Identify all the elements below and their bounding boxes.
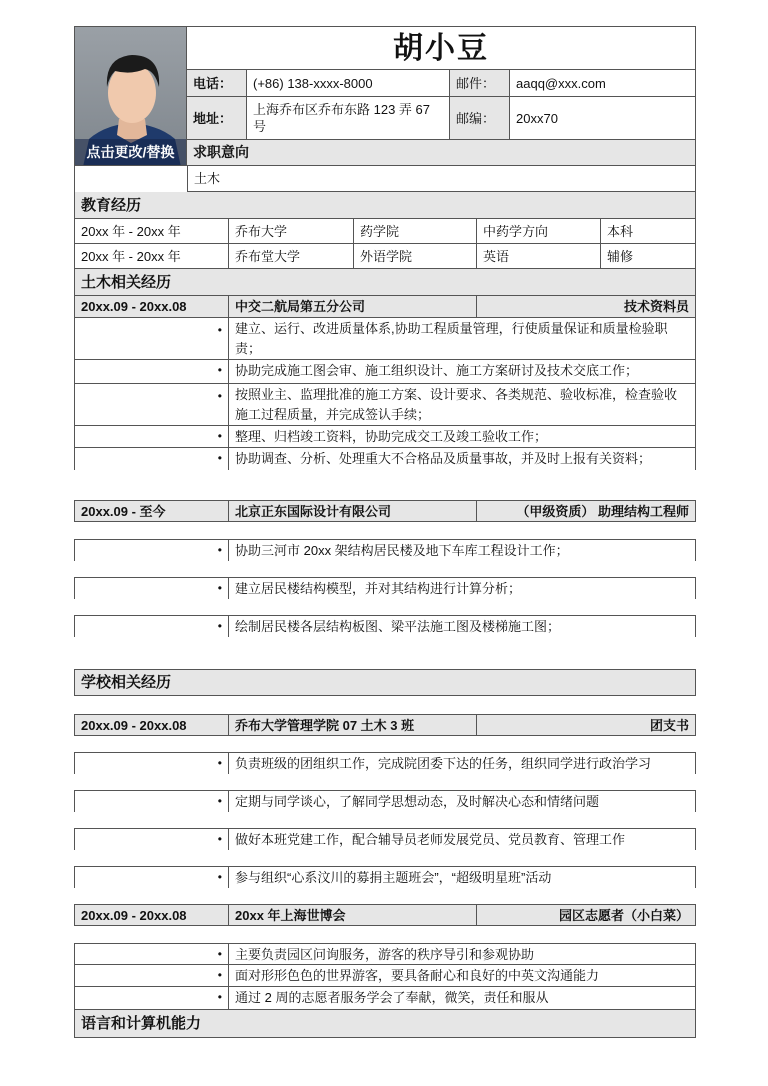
job-bullet: 做好本班党建工作，配合辅导员老师发展党员、党员教育、管理工作 xyxy=(229,828,696,850)
job-bullet: 主要负责园区问询服务，游客的秩序导引和参观协助 xyxy=(229,943,696,965)
job-company: 中交二航局第五分公司 xyxy=(229,296,477,318)
bullet-marker-cell xyxy=(74,318,229,360)
job-period: 20xx.09 - 至今 xyxy=(74,500,229,522)
bullet-glyph: • xyxy=(217,756,222,770)
job-bullet: 面对形形色色的世界游客，要具备耐心和良好的中英文沟通能力 xyxy=(229,965,696,987)
edu-period: 20xx 年 - 20xx 年 xyxy=(74,244,229,269)
bullet-glyph: • xyxy=(217,389,222,403)
edu-school: 乔布堂大学 xyxy=(229,244,354,269)
bullet-marker-cell xyxy=(74,539,229,561)
candidate-name: 胡小豆 xyxy=(187,26,696,70)
intent-value: 土木 xyxy=(187,166,696,192)
bullet-glyph: • xyxy=(217,429,222,443)
address-value: 上海乔布区乔布东路 123 弄 67 号 xyxy=(247,97,450,140)
bullet-marker-cell xyxy=(74,866,229,888)
job-company: 北京正东国际设计有限公司 xyxy=(229,500,477,522)
job-period: 20xx.09 - 20xx.08 xyxy=(74,904,229,926)
bullet-glyph: • xyxy=(217,990,222,1004)
job-bullet: 协助三河市 20xx 架结构居民楼及地下车库工程设计工作； xyxy=(229,539,696,561)
bullet-glyph: • xyxy=(217,451,222,465)
job-bullet: 参与组织“心系汶川的募捐主题班会”，“超级明星班”活动 xyxy=(229,866,696,888)
email-value: aaqq@xxx.com xyxy=(510,70,696,97)
job-bullet: 建立、运行、改进质量体系,协助工程质量管理，行使质量保证和质量检验职责； xyxy=(229,318,696,360)
job-role: 团支书 xyxy=(477,714,696,736)
job-bullet: 协助完成施工图会审、施工组织设计、施工方案研讨及技术交底工作； xyxy=(229,360,696,384)
edu-degree: 辅修 xyxy=(601,244,696,269)
edu-major: 英语 xyxy=(477,244,601,269)
bullet-marker-cell xyxy=(74,943,229,965)
zip-label: 邮编： xyxy=(450,97,510,140)
bullet-glyph: • xyxy=(217,832,222,846)
bullet-marker-cell xyxy=(74,426,229,448)
email-label: 邮件： xyxy=(450,70,510,97)
job-company: 20xx 年上海世博会 xyxy=(229,904,477,926)
job-bullet: 绘制居民楼各层结构板图、梁平法施工图及楼梯施工图； xyxy=(229,615,696,637)
school-title: 学校相关经历 xyxy=(74,669,696,696)
bullet-glyph: • xyxy=(217,968,222,982)
job-role: 园区志愿者（小白菜） xyxy=(477,904,696,926)
address-label: 地址： xyxy=(187,97,247,140)
bullet-marker-cell xyxy=(74,360,229,384)
job-bullet: 协助调查、分析、处理重大不合格品及质量事故，并及时上报有关资料； xyxy=(229,448,696,470)
bullet-glyph: • xyxy=(217,323,222,337)
job-bullet: 按照业主、监理批准的施工方案、设计要求、各类规范、验收标准，检查验收施工过程质量，并完成签认手续； xyxy=(229,384,696,426)
phone-value: (+86) 138-xxxx-8000 xyxy=(247,70,450,97)
bullet-glyph: • xyxy=(217,947,222,961)
edu-school: 乔布大学 xyxy=(229,219,354,244)
photo-spacer xyxy=(74,166,187,192)
job-bullet: 建立居民楼结构模型，并对其结构进行计算分析； xyxy=(229,577,696,599)
intent-title: 求职意向 xyxy=(187,140,696,166)
bullet-marker-cell xyxy=(74,384,229,426)
edu-college: 药学院 xyxy=(354,219,477,244)
job-period: 20xx.09 - 20xx.08 xyxy=(74,296,229,318)
bullet-marker-cell xyxy=(74,448,229,470)
edu-degree: 本科 xyxy=(601,219,696,244)
zip-value: 20xx70 xyxy=(510,97,696,140)
bullet-marker-cell xyxy=(74,790,229,812)
bullet-glyph: • xyxy=(217,794,222,808)
bullet-marker-cell xyxy=(74,752,229,774)
bullet-glyph: • xyxy=(217,363,222,377)
skills-title: 语言和计算机能力 xyxy=(74,1010,696,1038)
bullet-marker-cell xyxy=(74,577,229,599)
job-company: 乔布大学管理学院 07 土木 3 班 xyxy=(229,714,477,736)
bullet-marker-cell xyxy=(74,828,229,850)
photo-caption[interactable]: 点击更改/替换 xyxy=(75,139,186,165)
bullet-marker-cell xyxy=(74,615,229,637)
bullet-glyph: • xyxy=(217,870,222,884)
bullet-marker-cell xyxy=(74,987,229,1010)
civil-title: 土木相关经历 xyxy=(74,269,696,296)
bullet-glyph: • xyxy=(217,581,222,595)
bullet-glyph: • xyxy=(217,543,222,557)
job-bullet: 定期与同学谈心，了解同学思想动态，及时解决心态和情绪问题 xyxy=(229,790,696,812)
photo-area[interactable] xyxy=(74,26,187,166)
bullet-glyph: • xyxy=(217,619,222,633)
job-bullet: 整理、归档竣工资料，协助完成交工及竣工验收工作； xyxy=(229,426,696,448)
job-bullet: 负责班级的团组织工作，完成院团委下达的任务，组织同学进行政治学习 xyxy=(229,752,696,774)
job-role: 技术资料员 xyxy=(477,296,696,318)
edu-period: 20xx 年 - 20xx 年 xyxy=(74,219,229,244)
edu-college: 外语学院 xyxy=(354,244,477,269)
job-period: 20xx.09 - 20xx.08 xyxy=(74,714,229,736)
job-bullet: 通过 2 周的志愿者服务学会了奉献，微笑，责任和服从 xyxy=(229,987,696,1010)
job-role: （甲级资质） 助理结构工程师 xyxy=(477,500,696,522)
edu-major: 中药学方向 xyxy=(477,219,601,244)
phone-label: 电话： xyxy=(187,70,247,97)
bullet-marker-cell xyxy=(74,965,229,987)
education-title: 教育经历 xyxy=(74,192,696,219)
